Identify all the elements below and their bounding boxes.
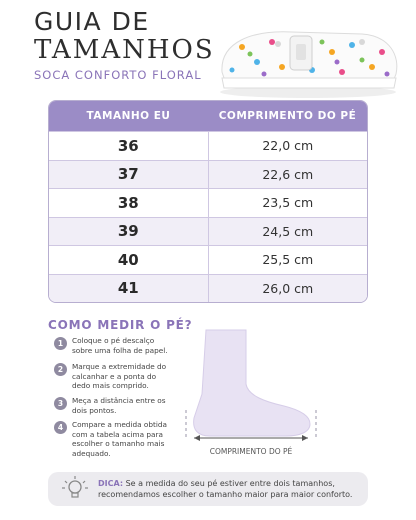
length-cell: 22,6 cm bbox=[208, 161, 368, 189]
diagram-label: COMPRIMENTO DO PÉ bbox=[209, 447, 293, 456]
howto-title: COMO MEDIR O PÉ? bbox=[48, 318, 193, 332]
table-row bbox=[49, 188, 367, 217]
size-cell: 39 bbox=[117, 222, 139, 241]
step-number: 4 bbox=[54, 421, 67, 434]
size-cell: 38 bbox=[117, 193, 139, 212]
size-cell: 40 bbox=[117, 250, 139, 269]
tip-label: DICA: bbox=[98, 479, 124, 488]
step-number: 2 bbox=[54, 363, 67, 376]
step-number: 1 bbox=[54, 337, 67, 350]
step-text: Compare a medida obtida com a tabela acima para escolher o tamanho mais adequado. bbox=[72, 420, 167, 458]
size-cell: 36 bbox=[117, 136, 139, 155]
size-cell: 37 bbox=[117, 165, 139, 184]
table-row bbox=[49, 160, 367, 189]
step-text: Meça a distância entre os dois pontos. bbox=[72, 396, 166, 415]
step-2 bbox=[54, 362, 172, 391]
tip-box bbox=[48, 472, 368, 506]
header-length: COMPRIMENTO DO PÉ bbox=[218, 110, 357, 122]
page-title bbox=[34, 8, 215, 64]
table-row bbox=[49, 217, 367, 246]
length-cell: 23,5 cm bbox=[208, 189, 368, 217]
subtitle: SOCA CONFORTO FLORAL bbox=[34, 68, 202, 82]
tip-body: Se a medida do seu pé estiver entre dois tamanhos, recomendamos escolher o tamanho maior para maior conforto. bbox=[98, 479, 353, 499]
table-row bbox=[49, 131, 367, 160]
table-header bbox=[49, 101, 367, 131]
clog-shoe-image bbox=[212, 12, 402, 102]
length-cell: 24,5 cm bbox=[208, 218, 368, 246]
step-number: 3 bbox=[54, 397, 67, 410]
table-row bbox=[49, 245, 367, 274]
length-cell: 26,0 cm bbox=[208, 275, 368, 303]
size-cell: 41 bbox=[117, 279, 139, 298]
step-3 bbox=[54, 396, 172, 415]
table-row bbox=[49, 274, 367, 303]
header-size: TAMANHO EU bbox=[86, 110, 171, 122]
step-text: Coloque o pé descalço sobre uma folha de papel. bbox=[72, 336, 168, 355]
step-4 bbox=[54, 420, 172, 458]
lightbulb-icon bbox=[60, 474, 90, 504]
foot-illustration bbox=[176, 324, 336, 464]
step-1 bbox=[54, 336, 172, 355]
length-cell: 22,0 cm bbox=[208, 132, 368, 160]
tip-text bbox=[98, 478, 368, 500]
step-text: Marque a extremidade do calcanhar e a ponta do dedo mais comprido. bbox=[72, 362, 167, 390]
title-line-1: GUIA DE bbox=[34, 7, 150, 36]
length-cell: 25,5 cm bbox=[208, 246, 368, 274]
size-table bbox=[48, 100, 368, 303]
title-line-2: TAMANHOS bbox=[34, 35, 215, 65]
